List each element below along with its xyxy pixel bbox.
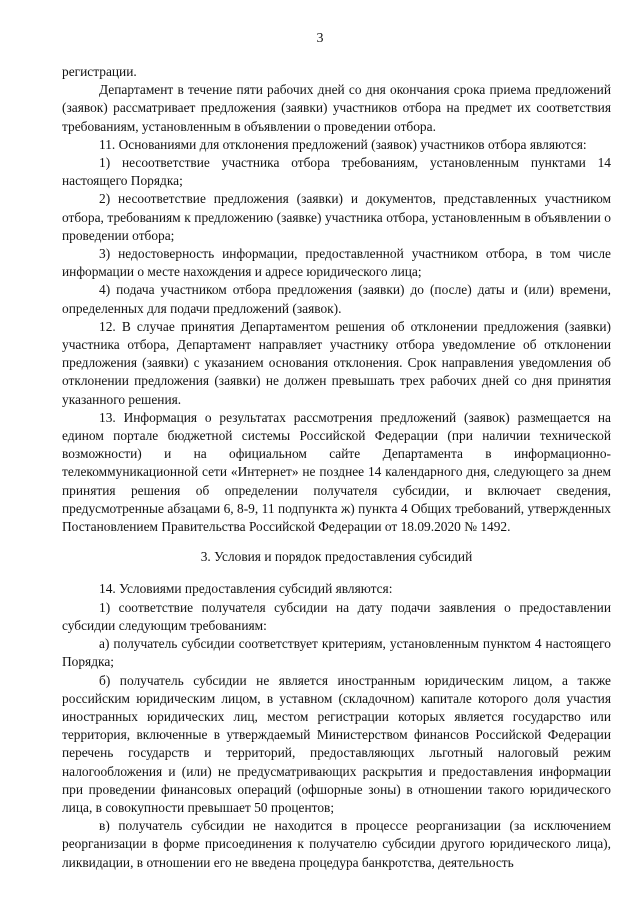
- list-item: 2) несоответствие предложения (заявки) и документов, представленных участником отбора, требованиям к предложению (заявке) участника отбора, установленным в объявлении о проведении отбора;: [62, 191, 611, 243]
- page-number: 3: [316, 31, 324, 46]
- clause-12: 12. В случае принятия Департаментом решения об отклонении предложения (заявки) участника отбора, Департамент направляет участнику отбора уведомление об отклонении предложения (заявки) с указанием основания отклонения. Срок направления уведомления об отклонении предложения (заявки) не должен превышать трех рабочих дней со дня принятия указанного решения.: [62, 318, 611, 407]
- list-item: б) получатель субсидии не является иностранным юридическим лицом, а также российским юридическим лицом, в уставном (складочном) капитале которого доля участия иностранных юридических лиц, местом регистрации которых является государство или территория, включенные в утверждаемый Министерством финансов Российской Федерации перечень государств и территорий, предоставляющих льготный налоговый режим налогообложения и (или) не предусматривающих раскрытия и предоставления информации при проведении финансовых операций (офшорные зоны) в отношении такого юридического лица, в совокупности превышает 50 процентов;: [62, 672, 611, 815]
- list-item: 4) подача участником отбора предложения (заявки) до (после) даты и (или) времени, определенных для подачи предложений (заявок).: [62, 282, 611, 316]
- list-item: а) получатель субсидии соответствует критериям, установленным пунктом 4 настоящего Порядка;: [62, 636, 611, 670]
- list-item: 1) соответствие получателя субсидии на дату подачи заявления о предоставлении субсидии следующим требованиям:: [62, 599, 611, 633]
- clause-11: 11. Основаниями для отклонения предложений (заявок) участников отбора являются:: [99, 136, 587, 152]
- section-heading: 3. Условия и порядок предоставления субсидий: [200, 549, 473, 565]
- list-item: 1) несоответствие участника отбора требованиям, установленным пунктами 14 настоящего Порядка;: [62, 155, 611, 189]
- list-item: 3) недостоверность информации, предоставленной участником отбора, в том числе информации о месте нахождения и адресе юридического лица;: [62, 246, 611, 280]
- paragraph: Департамент в течение пяти рабочих дней со дня окончания срока приема предложений (заявок) рассматривает предложения (заявки) участников отбора на предмет их соответствия требованиям, установленным в объявлении о проведении отбора.: [62, 82, 611, 134]
- clause-14: 14. Условиями предоставления субсидий являются:: [99, 581, 393, 597]
- clause-13: 13. Информация о результатах рассмотрения предложений (заявок) размещается на едином портале бюджетной системы Российской Федерации (при наличии технической возможности) и на официальном сайте Департамента в информационно-телекоммуникационной сети «Интернет» не позднее 14 календарного дня, следующего за днем принятия решения об определении получателя субсидии, и включает сведения, предусмотренные абзацами 6, 8-9, 11 подпункта ж) пункта 4 Общих требований, утвержденных Постановлением Правительства Российской Федерации от 18.09.2020 № 1492.: [62, 409, 611, 535]
- document-body: [62, 63, 611, 872]
- paragraph: регистрации.: [62, 64, 137, 79]
- list-item: в) получатель субсидии не находится в процессе реорганизации (за исключением реорганизации в форме присоединения к получателю субсидии другого юридического лица), ликвидации, в отношении его не введена процедура банкротства, деятельность: [62, 818, 611, 870]
